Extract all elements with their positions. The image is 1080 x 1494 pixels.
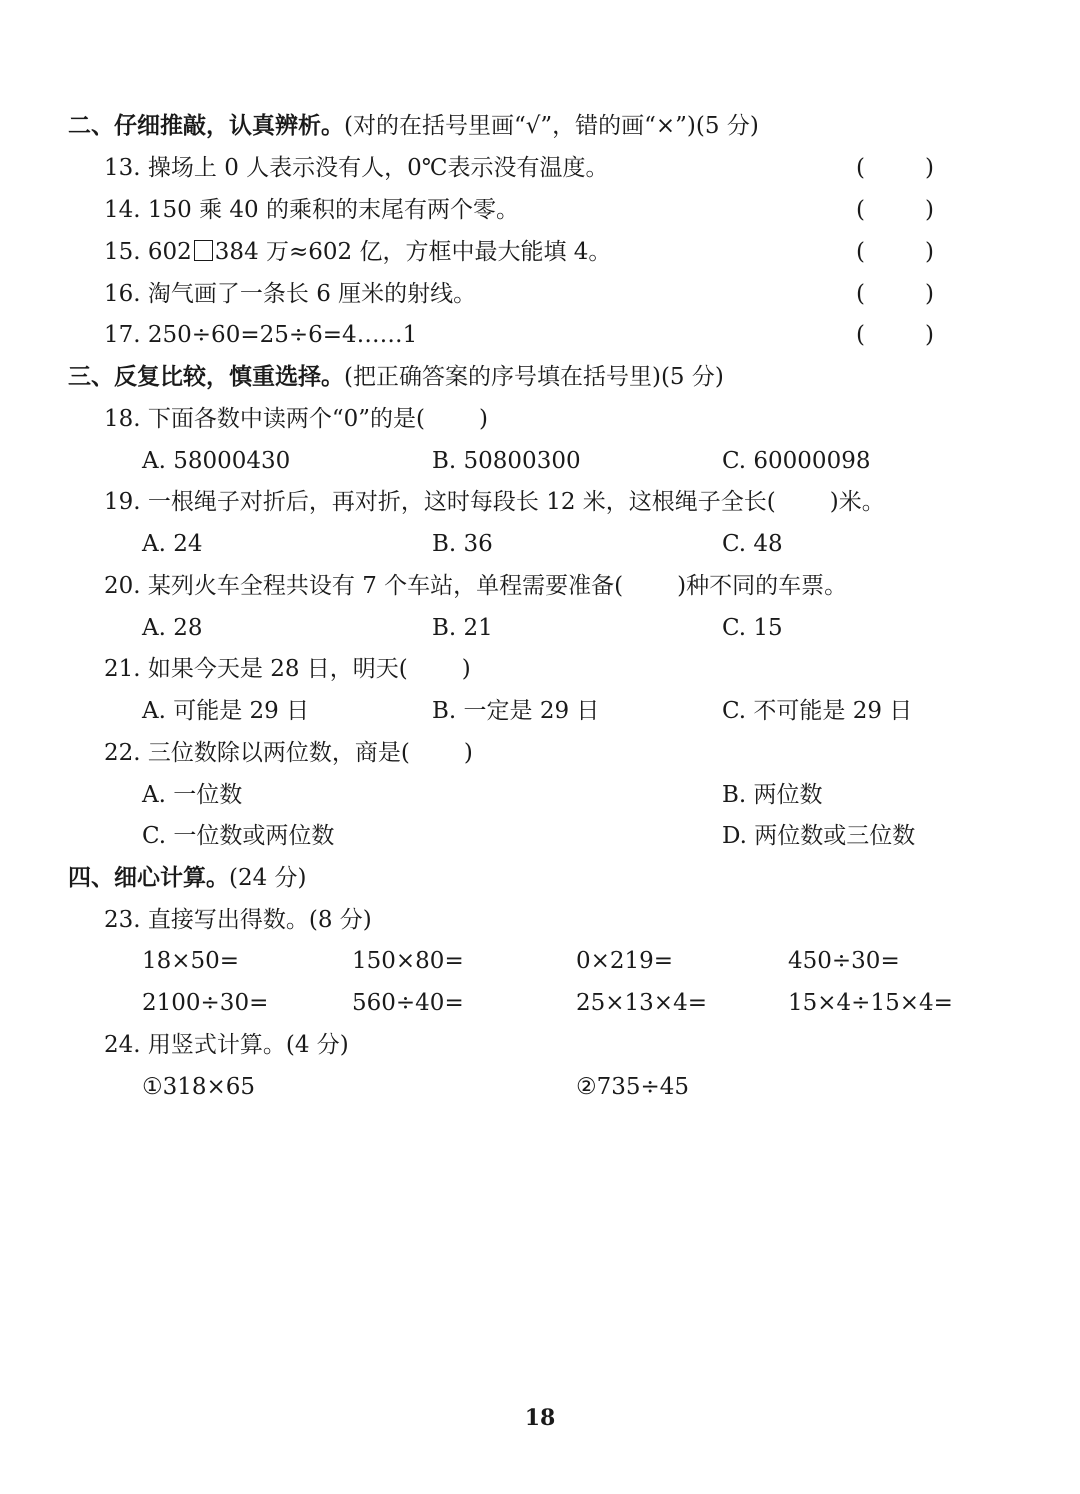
question-13-text: 13. 操场上 0 人表示没有人，0℃表示没有温度。 [104,155,609,181]
calc-item: 18×50= [142,948,240,974]
option-22-d: D. 两位数或三位数 [722,823,916,849]
option-20-b: B. 21 [432,615,493,641]
section3-heading [68,362,724,392]
section3-instruction: (把正确答案的序号填在括号里)(5 分) [344,364,724,390]
question-17 [104,320,417,350]
question-21: 21. 如果今天是 28 日，明天( ) [104,656,471,682]
section4-title: 四、细心计算。 [68,864,229,891]
option-19-a: A. 24 [142,531,203,557]
calc-item: 560÷40= [352,990,464,1016]
option-19-c: C. 48 [722,531,783,557]
question-16 [104,279,476,309]
question-17-text: 17. 250÷60=25÷6=4……1 [104,322,418,348]
section4-heading [68,863,307,893]
calc-item: 0×219= [576,948,674,974]
option-22-a: A. 一位数 [142,782,243,808]
option-20-a: A. 28 [142,615,203,641]
question-15 [104,237,611,267]
calc-item: 2100÷30= [142,990,269,1016]
question-19: 19. 一根绳子对折后，再对折，这时每段长 12 米，这根绳子全长( )米。 [104,489,885,515]
calc-item: 150×80= [352,948,464,974]
page-number: 18 [524,1405,556,1431]
section2-instruction: (对的在括号里画“√”，错的画“×”)(5 分) [344,113,759,139]
question-22: 22. 三位数除以两位数，商是( ) [104,740,473,766]
question-23: 23. 直接写出得数。(8 分) [104,907,372,933]
question-24: 24. 用竖式计算。(4 分) [104,1032,349,1058]
section4-score: (24 分) [229,865,307,891]
question-13 [104,153,609,183]
calc-item: 25×13×4= [576,990,707,1016]
section3-title: 三、反复比较，慎重选择。 [68,363,344,390]
option-22-c: C. 一位数或两位数 [142,823,335,849]
option-22-b: B. 两位数 [722,782,823,808]
question-16-text: 16. 淘气画了一条长 6 厘米的射线。 [104,281,477,307]
question-14-text: 14. 150 乘 40 的乘积的末尾有两个零。 [104,197,519,223]
question-15-suffix: 384 万≈602 亿，方框中最大能填 4。 [214,239,612,265]
option-21-a: A. 可能是 29 日 [142,698,310,724]
option-21-b: B. 一定是 29 日 [432,698,600,724]
option-20-c: C. 15 [722,615,783,641]
blank-box [194,240,213,261]
vertical-calc-item: ②735÷45 [576,1074,690,1100]
question-15-prefix: 15. 602 [104,239,192,265]
option-18-a: A. 58000430 [142,448,291,474]
question-14 [104,195,519,225]
option-18-c: C. 60000098 [722,448,871,474]
section2-heading [68,111,759,141]
option-18-b: B. 50800300 [432,448,581,474]
calc-item: 450÷30= [788,948,900,974]
option-19-b: B. 36 [432,531,493,557]
question-20: 20. 某列火车全程共设有 7 个车站，单程需要准备( )种不同的车票。 [104,573,848,599]
vertical-calc-item: ①318×65 [142,1074,256,1100]
option-21-c: C. 不可能是 29 日 [722,698,913,724]
section2-title: 二、仔细推敲，认真辨析。 [68,112,344,139]
exam-page: 二、仔细推敲，认真辨析。(对的在括号里画“√”，错的画“×”)(5 分) 13. 操场上 0 人表示没有人，0℃表示没有温度。 ( ) 14. 150 乘 40 的乘积的末尾有两个零。 ( ) 15. 602 384 万≈602 亿，方框中最大能填 4。 ( ) 16. 淘气画了一条长 6 厘米的射线。 ( ) 17. 250÷60=25÷6=4……1 ( ) 三、反复比较，慎重选择。(把正确答案的序号填在括号里)(5 分) 18. 下面各数中读两个“0”的是( ) A. 58000430 B. 50800300 C. 60000098 19. 一根绳子对折后，再对折，这时每段长 12 米，这根绳子全长( )米。 A. 24 B. 36 C. 48 20. 某列火车全程共设有 7 个车站，单程需要准备( )种不同的车票。 A. 28 B. 21 C. 15 21. 如果今天是 28 日，明天( ) A. 可能是 29 日 B. 一定是 29 日 C. 不可能是 29 日 22. 三位数除以两位数，商是( ) A. 一位数 B. 两位数 C. 一位数或两位数 D. 两位数或三位数 四、细心计算。(24 分) 23. 直接写出得数。(8 分) 18×50= 150×80= 0×219= 450÷30= 2100÷30= 560÷40= 25×13×4= 15×4÷15×4= 24. 用竖式计算。(4 分) ①318×65 ②735÷45 18 [0,0,1080,1494]
calc-item: 15×4÷15×4= [788,990,953,1016]
question-18: 18. 下面各数中读两个“0”的是( ) [104,406,488,432]
